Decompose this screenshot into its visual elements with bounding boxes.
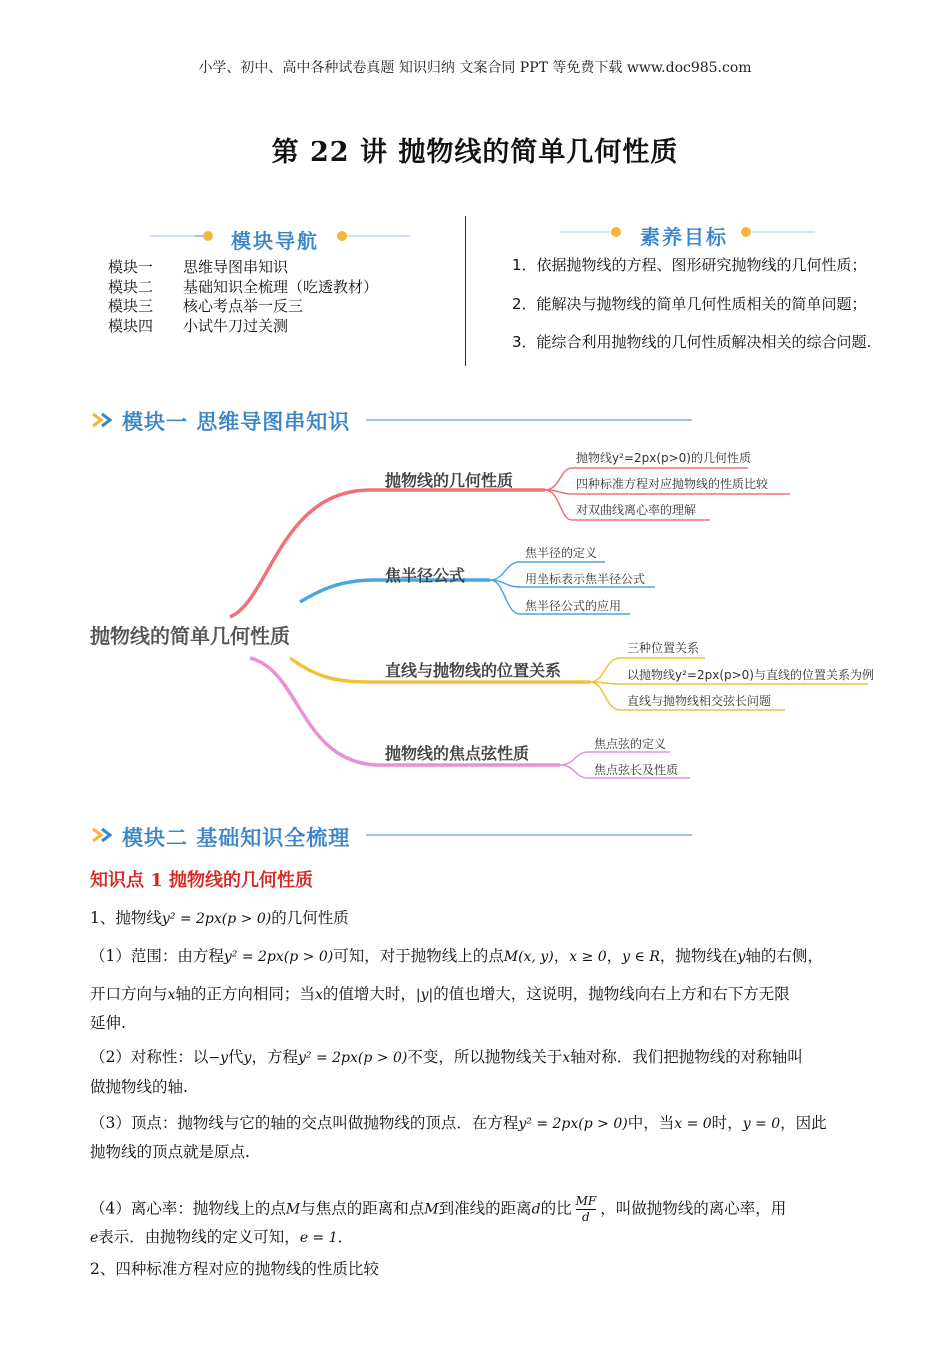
p3-line2: 抛物线的顶点就是原点. xyxy=(90,1143,250,1161)
module1-banner-rule xyxy=(366,419,692,421)
leaf-4-1: 焦点弦的定义 xyxy=(594,737,667,751)
branch-label-1: 抛物线的几何性质 xyxy=(385,471,514,490)
item2-line: 2、四种标准方程对应的抛物线的性质比较 xyxy=(90,1260,379,1278)
leaf-1-1: 抛物线y²=2px(p>0)的几何性质 xyxy=(576,451,751,465)
leaf-2-3: 焦半径公式的应用 xyxy=(525,599,622,613)
p2-line1: （2）对称性：以−y代y，方程y² = 2px(p > 0)不变，所以抛物线关于x轴对称．我们把抛物线的对称轴叫 xyxy=(90,1048,803,1066)
nav-item-3[interactable]: 模块三 核心考点举一反三 xyxy=(108,297,304,315)
leaf-2-1: 焦半径的定义 xyxy=(525,546,598,560)
branch-label-3: 直线与抛物线的位置关系 xyxy=(385,661,562,680)
goals-label: 素养目标 xyxy=(640,225,728,249)
nav-item-2[interactable]: 模块二 基础知识全梳理（吃透教材） xyxy=(108,277,379,296)
column-divider xyxy=(465,216,466,366)
branch-label-2: 焦半径公式 xyxy=(385,566,466,585)
fraction-mf-over-d: $\frac{MF}{d}$ xyxy=(575,1194,597,1224)
nav-item-4[interactable]: 模块四 小试牛刀过关测 xyxy=(108,316,289,335)
p2-line2: 做抛物线的轴. xyxy=(90,1078,188,1096)
module1-banner: 模块一 思维导图串知识 xyxy=(122,410,351,434)
goal-item-2: 2．能解决与抛物线的简单几何性质相关的简单问题； xyxy=(512,295,867,313)
leaf-3-3: 直线与抛物线相交弦长问题 xyxy=(627,694,772,708)
branch-label-4: 抛物线的焦点弦性质 xyxy=(385,744,530,763)
mind-map-root: 抛物线的简单几何性质 xyxy=(90,624,290,648)
p1-line1: （1）范围：由方程y² = 2px(p > 0)可知，对于抛物线上的点M(x, y)，x ≥ 0，y ∈ R，抛物线在y轴的右侧， xyxy=(90,947,823,965)
p4-line2: e表示．由抛物线的定义可知，e = 1． xyxy=(90,1228,354,1246)
module2-banner: 模块二 基础知识全梳理 xyxy=(122,826,351,850)
chevron-double-icon xyxy=(90,823,120,847)
p1-line2: 开口方向与x轴的正方向相同；当x的值增大时，|y|的值也增大，这说明，抛物线向右上方和右下方无限 xyxy=(90,985,790,1003)
site-header: 小学、初中、高中各种试卷真题 知识归纳 文案合同 PPT 等免费下载 www.doc985.com xyxy=(198,60,752,76)
knowledge-point-title: 知识点 1 抛物线的几何性质 xyxy=(90,870,314,891)
page-title: 第 22 讲 抛物线的简单几何性质 xyxy=(271,137,679,168)
branch-line-1 xyxy=(230,490,545,617)
module2-banner-rule xyxy=(366,834,692,836)
p1-line3: 延伸. xyxy=(90,1014,126,1032)
p4-line1: （4）离心率：抛物线上的点M与焦点的距离和点M到准线的距离d的比 $\frac{MF}{d}$ ，叫做抛物线的离心率，用 xyxy=(90,1194,787,1224)
chevron-double-icon xyxy=(90,408,120,432)
p3-line1: （3）顶点：抛物线与它的轴的交点叫做抛物线的顶点．在方程y² = 2px(p > 0)中，当x = 0时，y = 0，因此 xyxy=(90,1114,827,1132)
goal-item-1: 1．依据抛物线的方程、图形研究抛物线的几何性质； xyxy=(512,256,867,274)
nav-item-1[interactable]: 模块一 思维导图串知识 xyxy=(108,258,289,276)
nav-label: 模块导航 xyxy=(231,229,319,253)
nav-list xyxy=(108,258,378,336)
leaf-3-1: 三种位置关系 xyxy=(627,641,700,655)
leaf-4-2: 焦点弦长及性质 xyxy=(594,763,679,777)
item1-line: 1、抛物线y² = 2px(p > 0)的几何性质 xyxy=(90,909,349,927)
leaf-1-2: 四种标准方程对应抛物线的性质比较 xyxy=(576,477,769,491)
leaf-1-3: 对双曲线离心率的理解 xyxy=(576,503,697,517)
leaf-3-2: 以抛物线y²=2px(p>0)与直线的位置关系为例 xyxy=(627,668,874,682)
goal-item-3: 3．能综合利用抛物线的几何性质解决相关的综合问题. xyxy=(512,333,872,351)
leaf-2-2: 用坐标表示焦半径公式 xyxy=(525,572,646,586)
